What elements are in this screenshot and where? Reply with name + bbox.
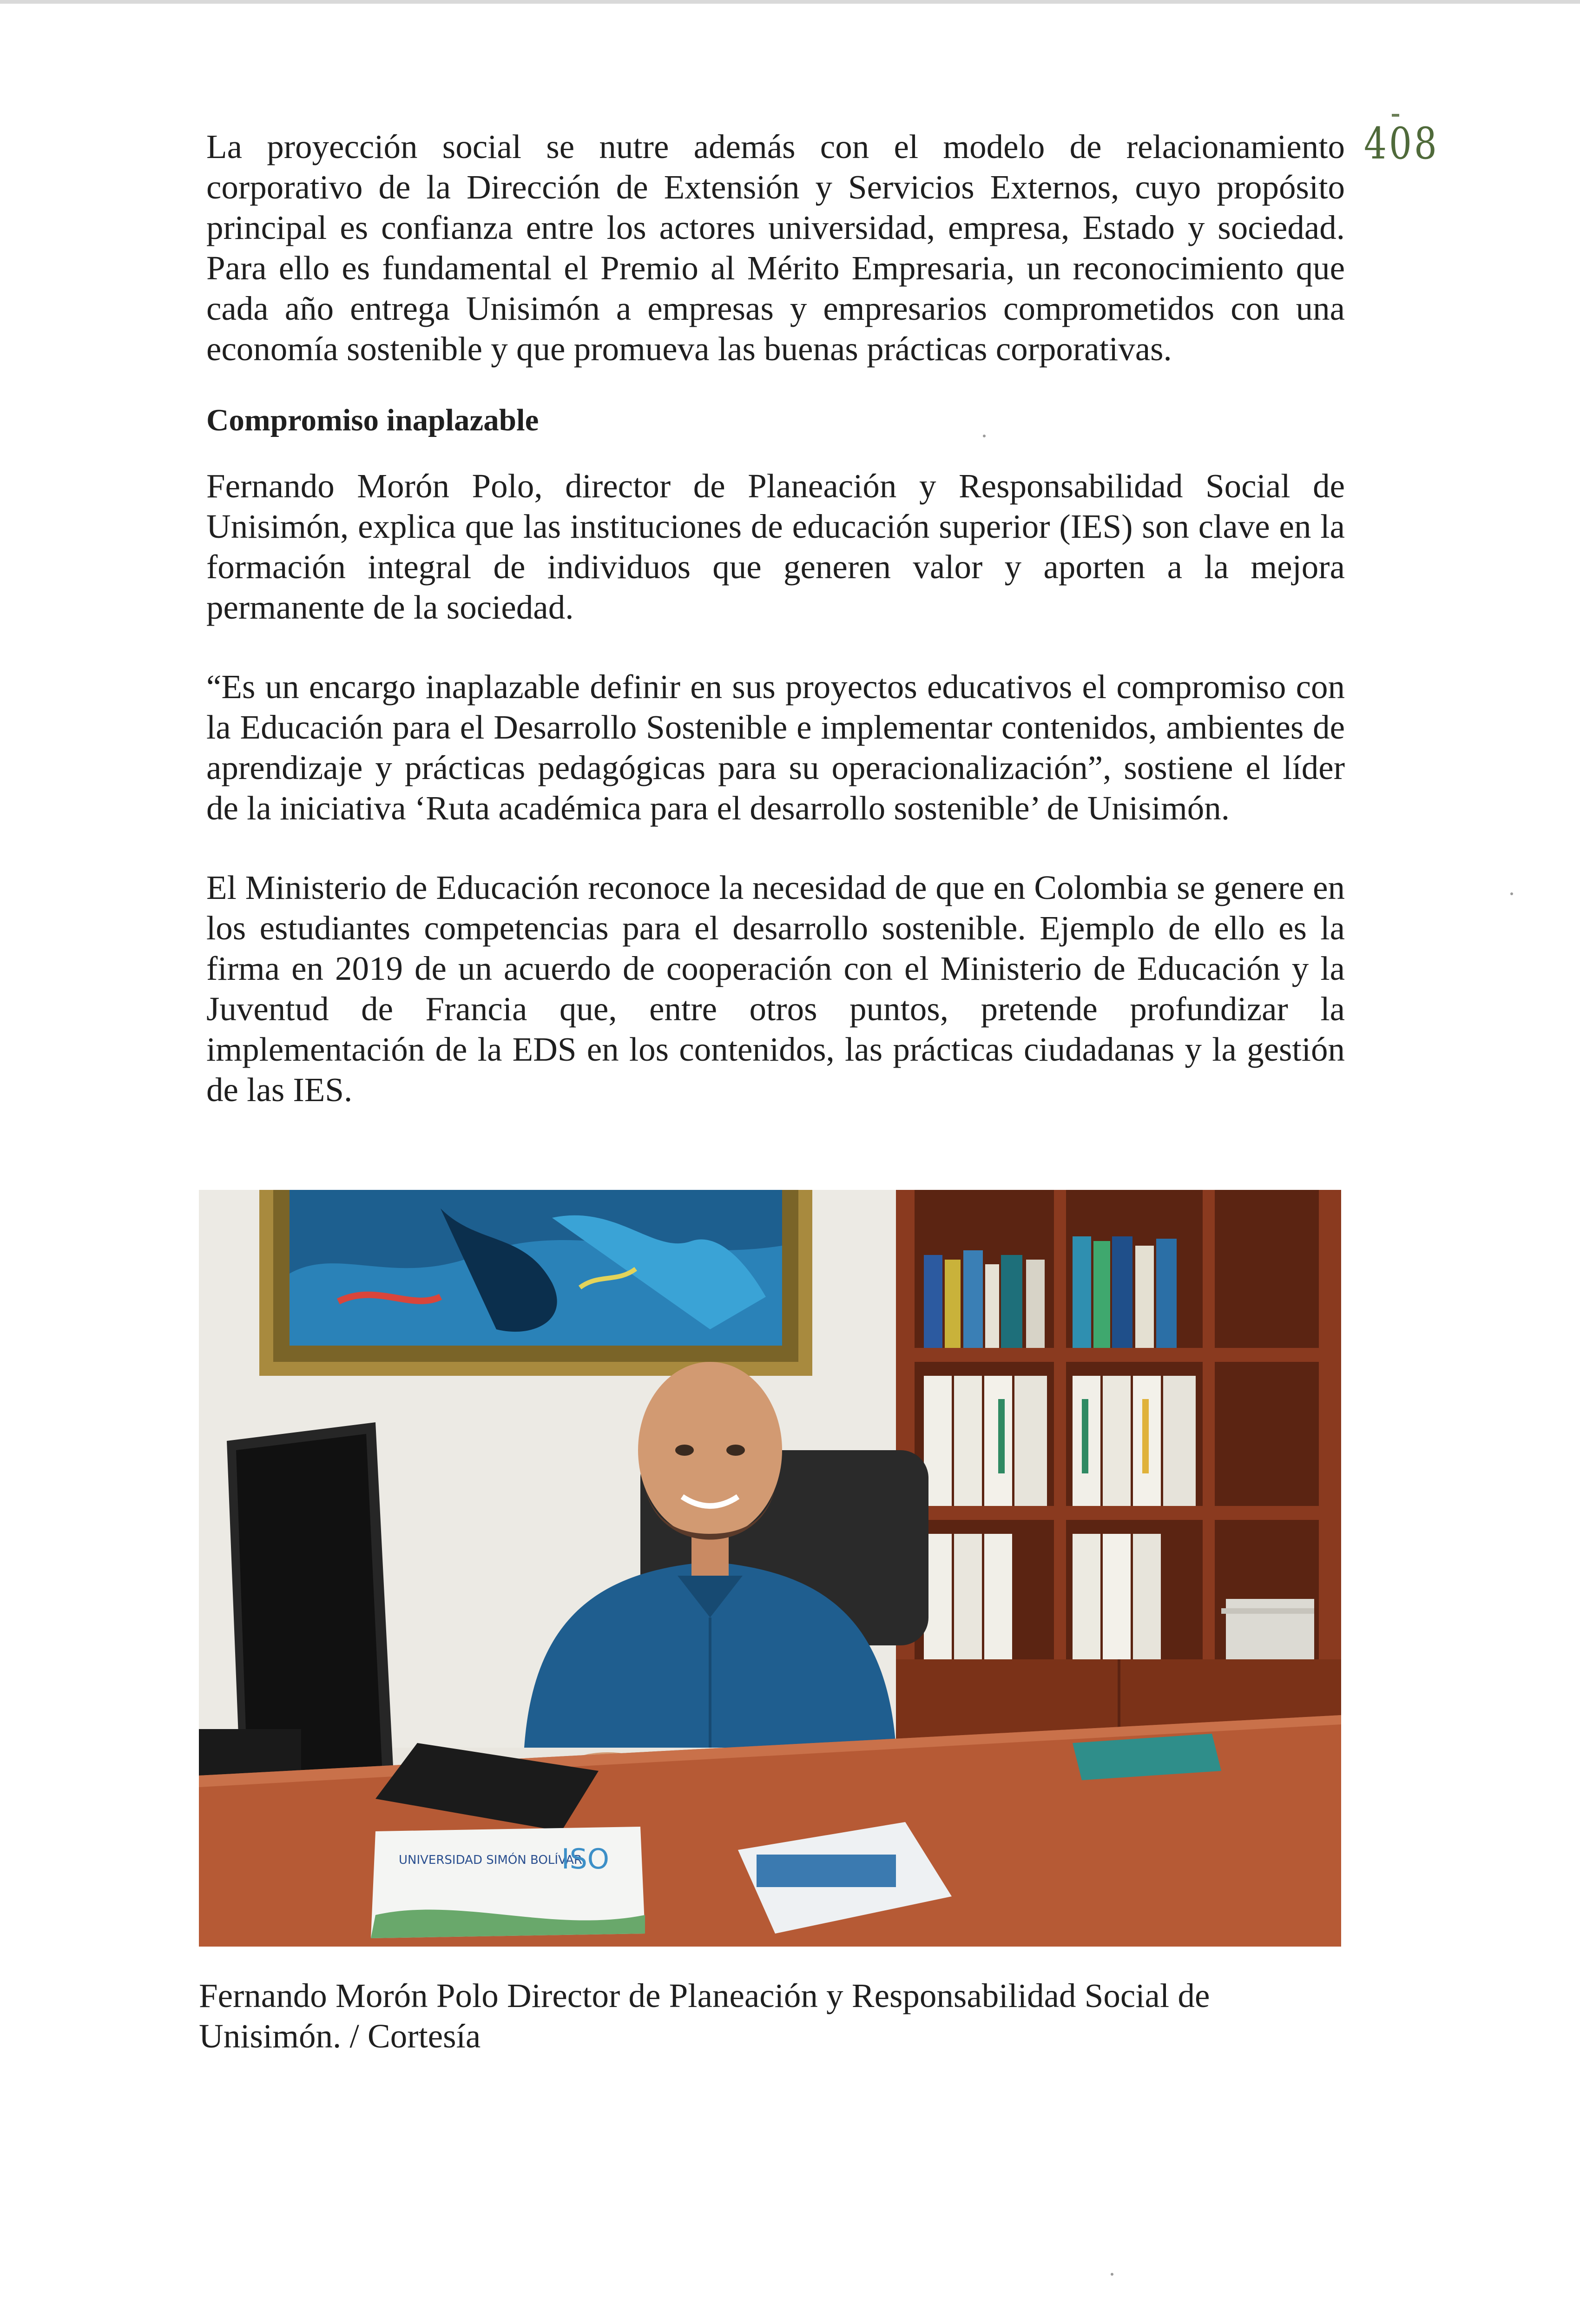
bookshelf	[896, 1190, 1341, 1748]
scan-speck	[983, 435, 986, 437]
page-number-stamp: 408	[1364, 119, 1439, 169]
stamp-mark	[1392, 114, 1399, 117]
iso-logo-text: ISO	[561, 1843, 610, 1875]
scan-speck	[1111, 2273, 1113, 2276]
paragraph-proyeccion-social: La proyección social se nutre además con el modelo de relacionamiento corporativo de la Dirección de Extensión y Servicios Externos, cuyo propósito principal es confianza entre los actores universidad, empresa, Estado y sociedad. Para ello es fundamental el Premio al Mérito Empresaria, un reconocimiento que cada año entrega Unisimón a empresas y empresarios comprometidos con una economía sostenible y que promueva las buenas prácticas corporativas.	[206, 128, 1345, 368]
article-body	[206, 126, 1345, 1110]
sign-logo-text: UNIVERSIDAD SIMÓN BOLÍVAR	[399, 1853, 582, 1867]
wall-painting	[259, 1190, 812, 1376]
scan-top-edge	[0, 0, 1580, 4]
desk-name-sign	[371, 1827, 645, 1938]
paragraph-ministerio: El Ministerio de Educación reconoce la necesidad de que en Colombia se genere en los estudiantes competencias para el desarrollo sostenible. Ejemplo de ello es la firma en 2019 de un acuerdo de cooperación con el Ministerio de Educación y la Juventud de Francia que, entre otros puntos, pretende profundizar la implementación de la EDS en los contenidos, las prácticas ciudadanas y la gestión de las IES.	[206, 869, 1345, 1109]
office-photo	[199, 1190, 1341, 1947]
scan-speck	[1510, 892, 1513, 895]
paragraph-quote: “Es un encargo inaplazable definir en sus proyectos educativos el compromiso con la Educación para el Desarrollo Sostenible e implementar contenidos, ambientes de aprendizaje y prácticas pedagógicas para su operacionalización”, sostiene el líder de la iniciativa ‘Ruta académica para el desarrollo sostenible’ de Unisimón.	[206, 668, 1345, 827]
section-heading: Compromiso inaplazable	[206, 403, 539, 437]
photo-caption: Fernando Morón Polo Director de Planeación y Responsabilidad Social de Unisimón. / Cortesía	[199, 1977, 1210, 2055]
paragraph-fernando-moron: Fernando Morón Polo, director de Planeación y Responsabilidad Social de Unisimón, explica que las instituciones de educación superior (IES) son clave en la formación integral de individuos que generen valor y aporten a la mejora permanente de la sociedad.	[206, 467, 1345, 626]
